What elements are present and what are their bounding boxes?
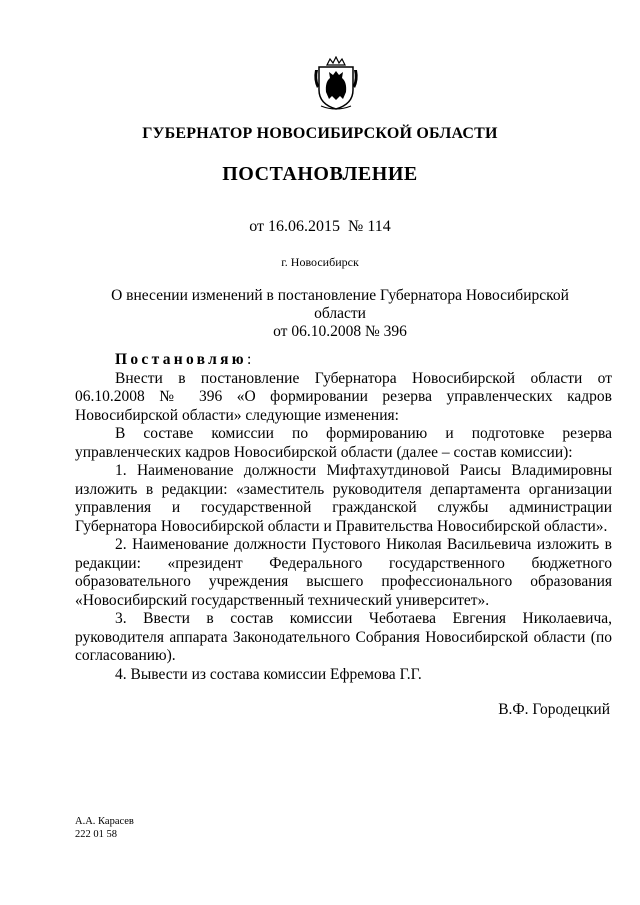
executor-block bbox=[75, 815, 134, 841]
decree-colon: : bbox=[246, 351, 252, 368]
decree-word: Постановляю bbox=[115, 351, 247, 368]
document-date-number bbox=[0, 218, 640, 236]
decree-heading bbox=[75, 351, 612, 370]
document-type: ПОСТАНОВЛЕНИЕ bbox=[222, 163, 418, 185]
executor-name: А.А. Карасев bbox=[75, 816, 134, 827]
document-date: от 16.06.2015 bbox=[249, 218, 341, 235]
paragraph-2: В составе комиссии по формированию и подготовке резерва управленческих кадров Новосибирской области (далее – состав комиссии): bbox=[75, 425, 612, 461]
issuer-title: ГУБЕРНАТОР НОВОСИБИРСКОЙ ОБЛАСТИ bbox=[142, 125, 498, 142]
executor-phone: 222 01 58 bbox=[75, 829, 117, 840]
paragraph-4: 2. Наименование должности Пустового Николая Васильевича изложить в редакции: «президент Федерального государственного бюджетного образовательного учреждения высшего профессионального образования «Новосибирский государственный технический университет». bbox=[75, 536, 612, 609]
subject-line-2: от 06.10.2008 № 396 bbox=[273, 323, 407, 340]
paragraph-6: 4. Вывести из состава комиссии Ефремова Г.Г. bbox=[115, 665, 422, 683]
paragraph-5: 3. Ввести в состав комиссии Чеботаева Евгения Николаевича, руководителя аппарата Законодательного Собрания Новосибирской области (по согласованию). bbox=[75, 610, 612, 664]
document-number: № 114 bbox=[348, 218, 391, 235]
document-city: г. Новосибирск bbox=[281, 255, 359, 269]
paragraph-1: Внести в постановление Губернатора Новосибирской области от 06.10.2008 № 396 «О формировании резерва управленческих кадров Новосибирской области» следующие изменения: bbox=[75, 369, 612, 424]
signatory-name: В.Ф. Городецкий bbox=[498, 701, 610, 718]
paragraph-3: 1. Наименование должности Мифтахутдиновой Раисы Владимировны изложить в редакции: «заместитель руководителя департамента организации управления и государственной гражданской службы администрации Губернатора Новосибирской области и Правительства Новосибирской области». bbox=[75, 462, 612, 535]
document-subject bbox=[90, 287, 590, 341]
coat-of-arms-icon bbox=[313, 56, 359, 110]
document-body bbox=[75, 351, 612, 684]
subject-line-1: О внесении изменений в постановление Губернатора Новосибирской области bbox=[111, 287, 569, 322]
